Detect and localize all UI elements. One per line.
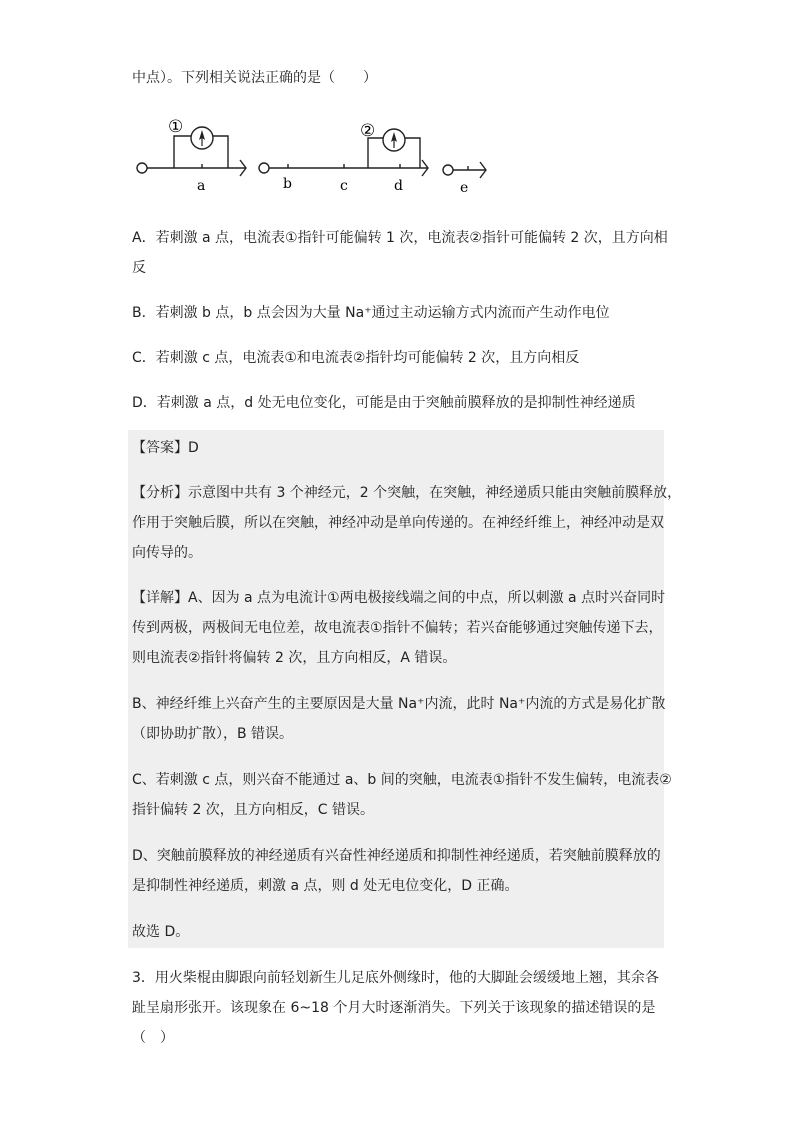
meter1-label: ① <box>168 117 184 137</box>
detail-b-line2: （即协助扩散），B 错误。 <box>132 726 294 742</box>
point-b-label: b <box>283 176 292 192</box>
option-d: D．若刺激 a 点，d 处无电位变化，可能是由于突触前膜释放的是抑制性神经递质 <box>132 395 636 411</box>
meter2-label: ② <box>360 121 376 141</box>
neuron2-soma <box>259 163 269 173</box>
detail-b-line1: B、神经纤维上兴奋产生的主要原因是大量 Na⁺内流，此时 Na⁺内流的方式是易化扩散 <box>132 696 666 712</box>
option-a-line2: 反 <box>132 260 146 276</box>
detail-conclusion: 故选 D。 <box>132 924 190 940</box>
question-stem-tail: 中点）。下列相关说法正确的是（ ） <box>132 70 377 86</box>
analysis-line1: 【分析】示意图中共有 3 个神经元，2 个突触，在突触，神经递质只能由突触前膜释放， <box>132 485 682 501</box>
neuron1-soma <box>137 163 147 173</box>
neuron3-soma <box>443 165 453 175</box>
question3-line3: （ ） <box>132 1030 174 1046</box>
point-d-label: d <box>394 178 403 194</box>
galvanometer-2 <box>383 129 405 151</box>
point-e-label: e <box>460 180 469 196</box>
detail-a-line3: 则电流表②指针将偏转 2 次，且方向相反，A 错误。 <box>132 650 457 666</box>
analysis-line3: 向传导的。 <box>132 545 202 561</box>
point-a-label: a <box>197 178 206 194</box>
detail-c-line2: 指针偏转 2 次，且方向相反，C 错误。 <box>132 802 375 818</box>
option-c: C．若刺激 c 点，电流表①和电流表②指针均可能偏转 2 次，且方向相反 <box>132 350 580 366</box>
option-a-line1: A．若刺激 a 点，电流表①指针可能偏转 1 次，电流表②指针可能偏转 2 次，且方向相 <box>132 230 668 246</box>
neuron-circuit-diagram <box>128 108 508 196</box>
option-b: B．若刺激 b 点，b 点会因为大量 Na⁺通过主动运输方式内流而产生动作电位 <box>132 305 610 321</box>
detail-a-line1: 【详解】A、因为 a 点为电流计①两电极接线端之间的中点，所以刺激 a 点时兴奋同时 <box>132 590 666 606</box>
detail-c-line1: C、若刺激 c 点，则兴奋不能通过 a、b 间的突触，电流表①指针不发生偏转，电流表② <box>132 772 672 788</box>
galvanometer-1 <box>191 127 213 149</box>
answer: 【答案】D <box>132 440 199 456</box>
detail-a-line2: 传到两极，两极间无电位差，故电流表①指针不偏转；若兴奋能够通过突触传递下去， <box>132 620 663 636</box>
question3-line1: 3．用火柴棍由脚跟向前轻划新生儿足底外侧缘时，他的大脚趾会缓缓地上翘，其余各 <box>132 970 659 986</box>
point-c-label: c <box>340 178 348 194</box>
question3-line2: 趾呈扇形张开。该现象在 6~18 个月大时逐渐消失。下列关于该现象的描述错误的是 <box>132 1000 656 1016</box>
analysis-line2: 作用于突触后膜，所以在突触，神经冲动是单向传递的。在神经纤维上，神经冲动是双 <box>132 515 664 531</box>
detail-d-line2: 是抑制性神经递质，刺激 a 点，则 d 处无电位变化，D 正确。 <box>132 878 519 894</box>
solution-block <box>128 430 682 948</box>
detail-d-line1: D、突触前膜释放的神经递质有兴奋性神经递质和抑制性神经递质，若突触前膜释放的 <box>132 848 661 864</box>
